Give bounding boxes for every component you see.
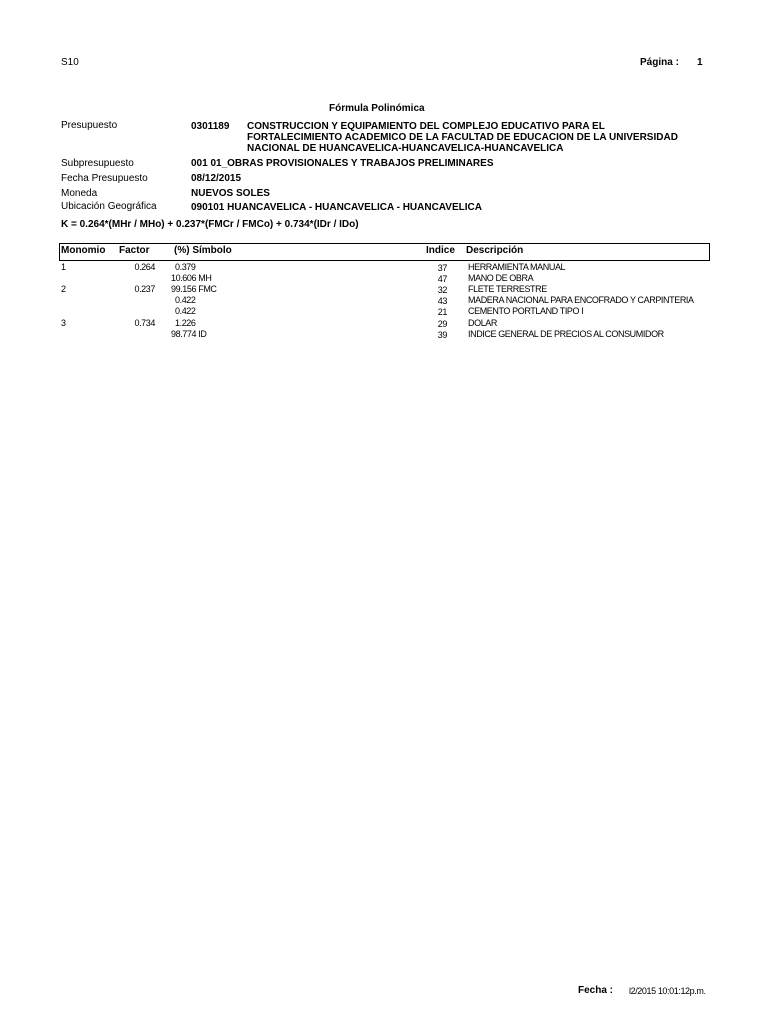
page-title: Fórmula Polinómica [329, 103, 425, 114]
col-header-monomio: Monomio [61, 245, 106, 256]
col-header-pct-simbolo: (%) Símbolo [174, 245, 232, 256]
cell-pct-simbolo: 10.606 MH [171, 273, 212, 283]
fecha-presupuesto-value: 08/12/2015 [191, 173, 242, 184]
subpresupuesto-value: 001 01_OBRAS PROVISIONALES Y TRABAJOS PRELIMINARES [191, 158, 494, 169]
cell-monomio: 2 [61, 284, 66, 294]
cell-indice: 39 [437, 330, 447, 340]
cell-descripcion: FLETE TERRESTRE [468, 284, 547, 294]
cell-factor: 0.734 [134, 318, 155, 328]
cell-indice: 32 [437, 285, 447, 295]
col-header-descripcion: Descripción [466, 245, 524, 256]
cell-descripcion: DOLAR [468, 318, 498, 328]
cell-pct-simbolo: 0.422 [175, 295, 196, 305]
cell-pct-simbolo: 99.156 FMC [171, 284, 217, 294]
cell-indice: 43 [437, 296, 447, 306]
cell-monomio: 1 [61, 262, 66, 272]
cell-indice: 21 [437, 307, 447, 317]
cell-factor: 0.237 [134, 284, 155, 294]
report-code: S10 [61, 57, 79, 68]
cell-descripcion: HERRAMIENTA MANUAL [468, 262, 566, 272]
cell-pct-simbolo: 1.226 [175, 318, 196, 328]
moneda-value: NUEVOS SOLES [191, 188, 270, 199]
presupuesto-line-2: FORTALECIMIENTO ACADEMICO DE LA FACULTAD DE EDUCACION DE LA UNIVERSIDAD [247, 132, 678, 143]
page-number: 1 [697, 57, 703, 68]
cell-indice: 47 [437, 274, 447, 284]
cell-pct-simbolo: 98.774 ID [171, 329, 207, 339]
cell-descripcion: CEMENTO PORTLAND TIPO I [468, 306, 584, 316]
page-label: Página : [640, 57, 679, 68]
cell-indice: 37 [437, 263, 447, 273]
cell-descripcion: MANO DE OBRA [468, 273, 534, 283]
ubicacion-label: Ubicación Geográfica [61, 201, 157, 212]
table-header-box [59, 243, 710, 261]
cell-factor: 0.264 [134, 262, 155, 272]
footer-fecha-value: l2/2015 10:01:12p.m. [629, 986, 706, 996]
col-header-factor: Factor [119, 245, 150, 256]
cell-indice: 29 [437, 319, 447, 329]
cell-descripcion: MADERA NACIONAL PARA ENCOFRADO Y CARPINTERIA [468, 295, 694, 305]
fecha-presupuesto-label: Fecha Presupuesto [61, 173, 148, 184]
cell-monomio: 3 [61, 318, 66, 328]
presupuesto-code: 0301189 [191, 121, 230, 132]
presupuesto-line-1: CONSTRUCCION Y EQUIPAMIENTO DEL COMPLEJO EDUCATIVO PARA EL [247, 121, 605, 132]
presupuesto-label: Presupuesto [61, 120, 118, 131]
cell-pct-simbolo: 0.379 [175, 262, 196, 272]
col-header-indice: Indice [426, 245, 455, 256]
cell-pct-simbolo: 0.422 [175, 306, 196, 316]
subpresupuesto-label: Subpresupuesto [61, 158, 134, 169]
moneda-label: Moneda [61, 188, 98, 199]
presupuesto-line-3: NACIONAL DE HUANCAVELICA-HUANCAVELICA-HUANCAVELICA [247, 143, 564, 154]
ubicacion-value: 090101 HUANCAVELICA - HUANCAVELICA - HUANCAVELICA [191, 202, 482, 213]
polynomial-formula: K = 0.264*(MHr / MHo) + 0.237*(FMCr / FMCo) + 0.734*(IDr / IDo) [61, 219, 359, 230]
cell-descripcion: INDICE GENERAL DE PRECIOS AL CONSUMIDOR [468, 329, 664, 339]
footer-fecha-label: Fecha : [578, 985, 614, 996]
